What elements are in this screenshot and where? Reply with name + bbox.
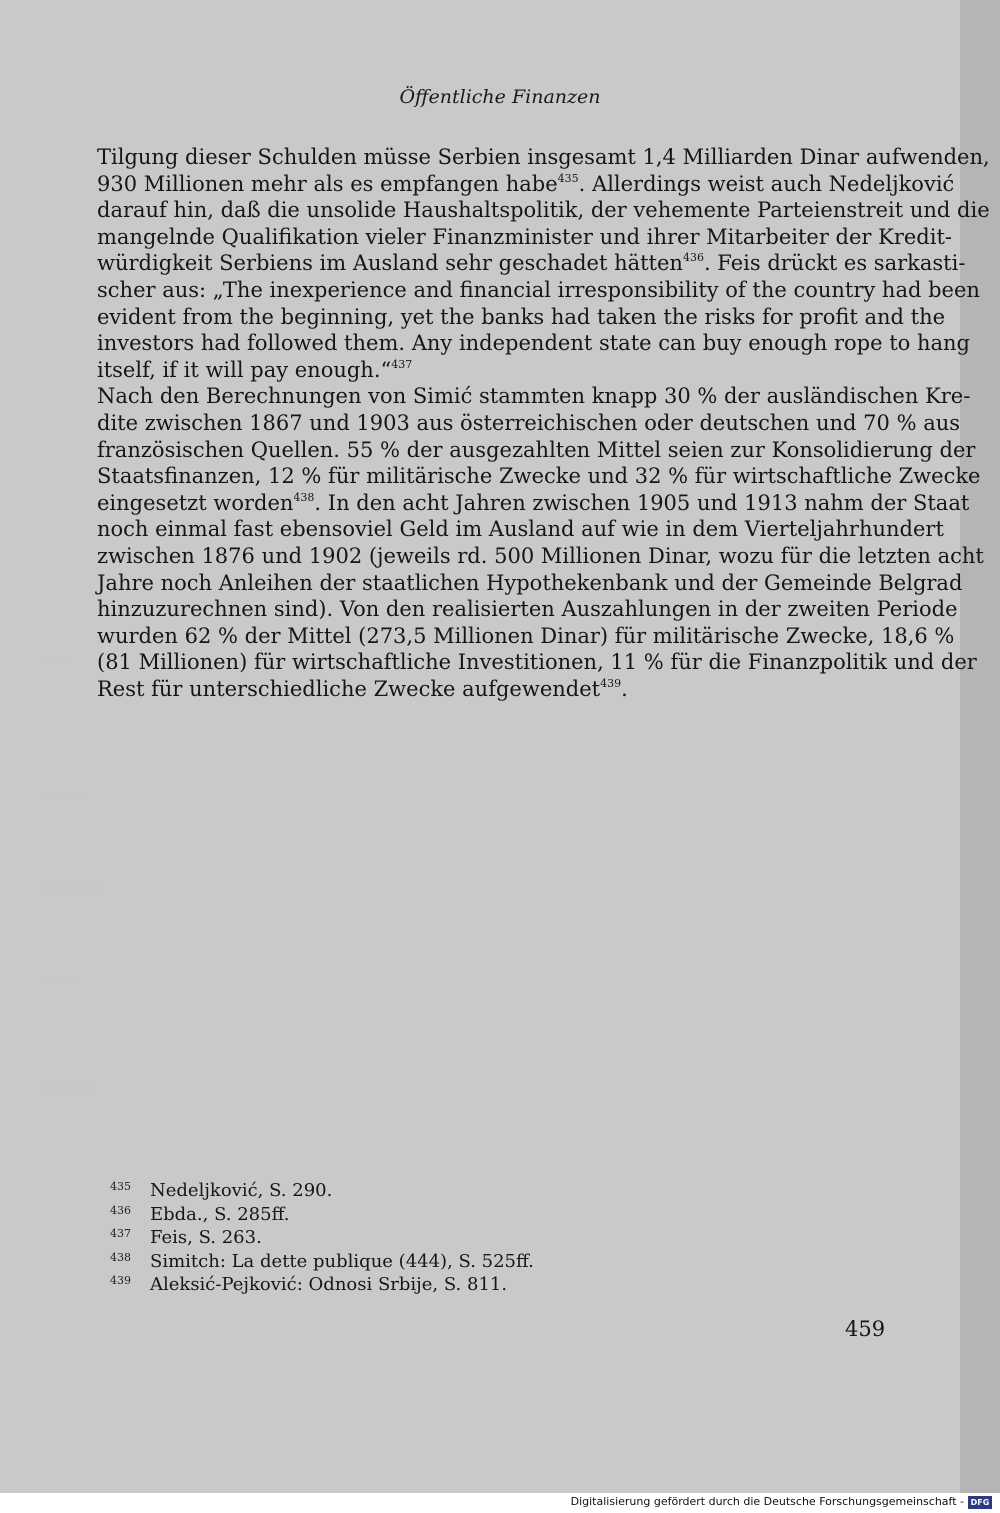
body-line: Tilgung dieser Schulden müsse Serbien insgesamt 1,4 Milliarden Dinar aufwenden, [97,145,990,169]
footnote-number: 436 [110,1203,131,1217]
body-line: mangelnde Qualifikation vieler Finanzminister und ihrer Mitarbeiter der Kredit- [97,224,952,249]
body-line: evident from the beginning, yet the banks had taken the risks for profit and the [97,304,946,329]
bleed-through-text: · · · · · · · · [40,1080,96,1094]
body-line: eingesetzt worden$^{438}$. In den acht Jahren zwischen 1905 und 1913 nahm der Staat [97,490,970,515]
footnote-ref: 439 [600,677,622,690]
body-line: Jahre noch Anleihen der staatlichen Hypothekenbank und der Gemeinde Belgrad [97,570,963,595]
footnote-text: Aleksić-Pejković: Odnosi Srbije, S. 811. [150,1274,508,1295]
footnote-ref: 436 [682,251,704,265]
footnote-text: Feis, S. 263. [150,1227,262,1248]
body-line: scher aus: „The inexperience and financial irresponsibility of the country had been [97,278,980,302]
footnote-text: Nedeljković, S. 290. [150,1180,333,1201]
body-line: französischen Quellen. 55 % der ausgezahlten Mittel seien zur Konsolidierung der [97,437,976,462]
footnote-ref: 437 [391,357,413,371]
running-head: Öffentliche Finanzen [399,86,601,108]
body-line: wurden 62 % der Mittel (273,5 Millionen Dinar) für militärische Zwecke, 18,6 % [97,623,955,648]
body-line: investors had followed them. Any independent state can buy enough rope to hang [97,331,970,356]
body-line: noch einmal fast ebensoviel Geld im Ausland auf wie in dem Vierteljahrhundert [97,517,944,542]
footnote-ref: 438 [293,490,315,504]
dfg-logo: DFG [968,1496,992,1509]
footnote-text: Simitch: La dette publique (444), S. 525ff. [150,1250,534,1272]
body-line: Rest für unterschiedliche Zwecke aufgewendet$^{439}$. [97,677,628,701]
body-line: darauf hin, daß die unsolide Haushaltspolitik, der vehemente Parteienstreit und die [97,198,990,223]
body-line: (81 Millionen) für wirtschaftliche Investitionen, 11 % für die Finanzpolitik und der [97,650,977,675]
footnote-ref: 435 [557,171,579,185]
footnote-number: 438 [110,1250,131,1264]
body-line: 930 Millionen mehr als es empfangen habe$^{435}$. Allerdings weist auch Nedeljković [97,171,955,196]
bleed-through-text: · · · · · · · · · [40,880,103,894]
bleed-through-text: · · · · · · · [40,790,88,804]
footnote-number: 439 [110,1274,131,1287]
body-line: itself, if it will pay enough.“$^{437}$ [97,357,413,382]
body-line: Nach den Berechnungen von Simić stammten knapp 30 % der ausländischen Kre- [97,384,971,409]
page-edge-shadow [960,0,1000,1493]
body-line: dite zwischen 1867 und 1903 aus österreichischen oder deutschen und 70 % aus [97,411,961,435]
footnote-text: Ebda., S. 285ff. [150,1203,290,1225]
body-line: Staatsfinanzen, 12 % für militärische Zwecke und 32 % für wirtschaftliche Zwecke [97,464,981,489]
body-line: hinzuzurechnen sind). Von den realisierten Auszahlungen in der zweiten Periode [97,597,958,622]
footer-credit: Digitalisierung gefördert durch die Deutsche Forschungsgemeinschaft - [570,1495,964,1508]
body-line: würdigkeit Serbiens im Ausland sehr geschadet hätten$^{436}$. Feis drückt es sarkasti- [97,251,966,276]
footnote-number: 435 [110,1180,131,1193]
page-number: 459 [845,1317,886,1341]
bleed-through-text: · · · · · · [40,970,81,984]
body-line: zwischen 1876 und 1902 (jeweils rd. 500 Millionen Dinar, wozu für die letzten acht [97,544,984,568]
footnote-number: 437 [110,1227,131,1240]
bleed-through-text: · · · · · [40,655,74,669]
